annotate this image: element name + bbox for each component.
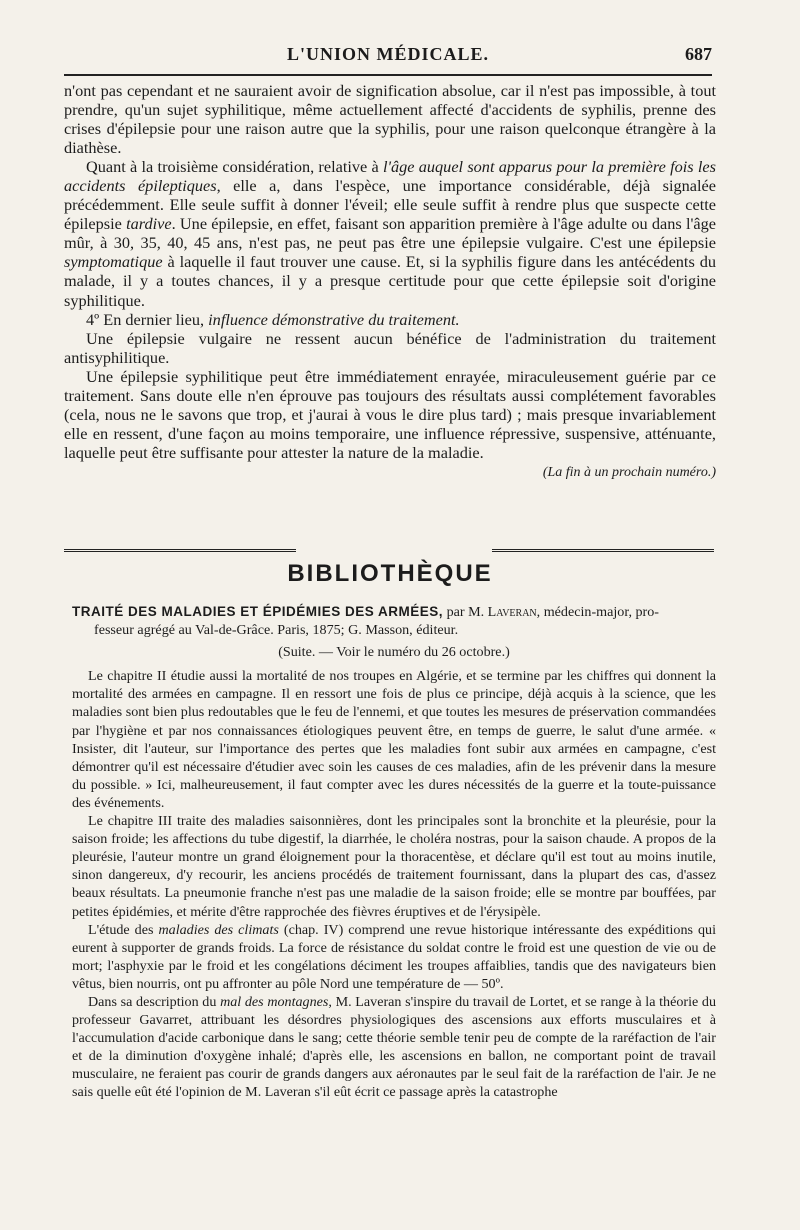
- paragraph-2: [64, 157, 716, 309]
- book-title: TRAITÉ DES MALADIES ET ÉPIDÉMIES DES ARMÉES,: [72, 604, 444, 619]
- book-publisher-line: fesseur agrégé au Val-de-Grâce. Paris, 1875; G. Masson, éditeur.: [94, 622, 459, 639]
- book-author: Laveran: [487, 604, 537, 620]
- text-run: Quant à la troisième considération, relative à: [86, 157, 383, 177]
- italic-run: tardive: [126, 214, 172, 234]
- review-paragraph-1: Le chapitre II étudie aussi la mortalité de nos troupes en Algérie, et se termine par les chiffres qui donnent la mortalité des armées en campagne. Il en ressort une fois de plus ce principe, déjà acquis à la science, que les maladies sont bien plus redoutables que le feu de l'ennemi, et que toutes les mesures de préservation commandées par l'hygiène et par nos connaissances étiologiques peuvent être, en temps de guerre, le salut d'une armée. « Insister, dit l'auteur, sur l'importance des pertes que les maladies font subir aux armées en campagne, c'est démontrer qu'il est nécessaire d'étudier avec soin les causes de ces maladies, afin de les prévenir dans la mesure du possible. » Ici, malheureusement, il faut compter avec les dures nécessités de la guerre et la toute-puissance des événements.: [72, 668, 716, 811]
- italic-run: l'âge auquel sont apparus pour la première fois les accidents épileptiques: [64, 157, 716, 196]
- text-run: , médecin-major, pro-: [536, 604, 659, 620]
- text-run: 4º En dernier lieu,: [86, 309, 209, 329]
- paragraph-1: n'ont pas cependant et ne sauraient avoir de signification absolue, car il n'est pas impossible, à tout prendre, qu'un sujet syphilitique, même actuellement affecté d'accidents de syphilis, prenne des crises d'épilepsie pour une raison autre que la syphilis, pour une raison quelconque étrangère à la diathèse.: [64, 81, 716, 158]
- text-run: . Une épilepsie, en effet, faisant son apparition première à l'âge adulte ou dans l'âge mûr, à 30, 35, 40, 45 ans, n'est pas, ne peut pas être une épilepsie vulgaire. C'est une épilepsie: [64, 214, 717, 253]
- italic-run: (La fin à un prochain numéro.): [542, 464, 716, 480]
- text-run: Dans sa description du: [88, 993, 221, 1010]
- section-title: BIBLIOTHÈQUE: [287, 560, 493, 587]
- article-continuation: [64, 81, 716, 482]
- review-paragraph-2: Le chapitre III traite des maladies saisonnières, dont les principales sont la bronchite et la pleurésie, pour la saison froide; les affections du tube digestif, la diarrhée, le choléra nostras, pour la saison chaude. A propos de la pleurésie, l'auteur montre un grand éloignement pour la thoracentèse, et déclare qu'il est tout au moins inutile, sinon dangereux, d'y recourir, les anciens procédés de traitement fournissant, dans la plupart des cas, d'assez beaux résultats. La pneumonie franche n'est pas une maladie de la saison froide; elle se montre par bouffées, par petites épidémies, et mérite d'être rapprochée des fièvres éruptives et de l'érysipèle.: [72, 813, 716, 920]
- suite-note: (Suite. — Voir le numéro du 26 octobre.): [278, 644, 510, 661]
- section-rule-left: [64, 549, 296, 555]
- text-run: , elle a, dans l'espèce, une importance considérable, déjà signalée précédemment. Elle seule suffit à donner l'éveil; elle seule suffit à rendre plus que suspecte cette épilepsie: [64, 176, 716, 234]
- paragraph-3: [64, 310, 716, 329]
- to-be-continued-note: [64, 463, 716, 482]
- review-paragraph-4: [72, 993, 716, 1102]
- italic-run: mal des montagnes: [220, 993, 329, 1010]
- book-review: [72, 603, 716, 1102]
- paragraph-5: Une épilepsie syphilitique peut être immédiatement enrayée, miraculeusement guérie par ce traitement. Sans doute elle n'en éprouve pas toujours des résultats aussi complétement favorables (cela, nous ne le savons que trop, et j'aurai à vous le dire plus tard) ; mais presque invariablement elle en ressent, d'une façon au moins temporaire, une influence répressive, suspensive, atténuante, laquelle peut être suffisante pour attester la nature de la maladie.: [64, 366, 716, 462]
- text-run: par M.: [443, 604, 488, 620]
- italic-run: symptomatique: [64, 252, 163, 272]
- journal-title: L'UNION MÉDICALE.: [286, 44, 490, 64]
- review-paragraph-3: [72, 921, 716, 993]
- text-run: à laquelle il faut trouver une cause. Et, si la syphilis figure dans les antécédents du malade, il y a toutes chances, il y a presque certitude pour que cette épilepsie soit d'origine syphilitique.: [64, 252, 716, 310]
- italic-run: maladies des climats: [158, 921, 279, 938]
- section-rule-right: [492, 549, 714, 555]
- page-number: 687: [685, 44, 712, 64]
- italic-run: influence démonstrative du traitement.: [208, 309, 460, 329]
- text-run: L'étude des: [88, 921, 159, 938]
- paragraph-4: Une épilepsie vulgaire ne ressent aucun bénéfice de l'administration du traitement antisyphilitique.: [64, 328, 716, 367]
- header-rule: [64, 74, 712, 76]
- text-run: , M. Laveran s'inspire du travail de Lortet, et se range à la théorie du professeur Gavarret, attribuant les désordres physiologiques des ascensions aux efforts musculaires et à l'accumulation d'acide carbonique dans le sang; cette théorie semble tenir peu de compte de la raréfaction de l'air et de la diminution d'oxygène inhalé; d'après elle, les ascensions en ballon, ne comportant point de travail musculaire, ne feraient pas courir de grands dangers aux aéronautes par le seul fait de la raréfaction de l'air. Je ne sais quelle eût été l'opinion de M. Laveran s'il eût écrit ce passage après la catastrophe: [72, 993, 716, 1101]
- book-title-line: [72, 603, 716, 621]
- running-header: [64, 44, 712, 74]
- text-run: (chap. IV) comprend une revue historique intéressante des expéditions qui eurent à supporter de grands froids. La force de résistance du soldat contre le froid est une question de vie ou de mort; l'asphyxie par le froid et les congélations déciment les troupes affaiblies, tandis que des navigateurs bien vêtus, bien nourris, ont pu affronter au pôle Nord une température de — 50º.: [72, 921, 716, 992]
